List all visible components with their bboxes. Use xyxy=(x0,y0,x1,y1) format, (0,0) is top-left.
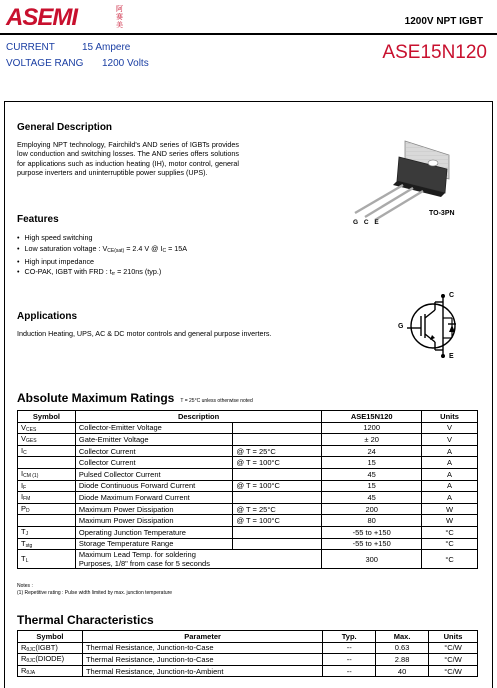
cell-parameter: Thermal Resistance, Junction-to-Ambient xyxy=(82,665,322,677)
cell-description: Collector Current xyxy=(75,445,233,457)
features-list xyxy=(17,233,187,280)
amr-title: Absolute Maximum Ratings T = 25°C unless otherwise noted xyxy=(17,391,253,405)
cell-description: Pulsed Collector Current xyxy=(75,468,233,480)
cell-unit: °C xyxy=(422,538,478,550)
cell-description: Collector-Emitter Voltage xyxy=(75,422,233,434)
cell-symbol: $V_{CES}$ xyxy=(18,422,76,434)
cell-condition: @ T = 100°C xyxy=(233,515,322,527)
cell-condition: @ T = 25°C xyxy=(233,445,322,457)
table-row xyxy=(18,445,478,457)
cell-value: ± 20 xyxy=(322,434,422,446)
cell-description: Diode Continuous Forward Current xyxy=(75,480,233,492)
notes xyxy=(17,583,172,597)
logo-chinese-text: 阿赛美 xyxy=(116,6,123,29)
header-description: Description xyxy=(75,411,321,423)
cell-condition xyxy=(233,492,322,504)
cell-condition: @ T = 100°C xyxy=(233,480,322,492)
notes-title: Notes : xyxy=(17,583,33,589)
cell-condition xyxy=(233,526,322,538)
feature-item: • Low saturation voltage : $V_{CE(sat)} = 2.4$ V @ $I_C = 15A$ xyxy=(17,244,187,257)
cell-unit: °C xyxy=(422,550,478,569)
cell-unit: A xyxy=(422,480,478,492)
cell-unit: W xyxy=(422,515,478,527)
package-name: TO-3PN xyxy=(429,210,455,217)
cell-symbol: $I_F$ xyxy=(18,480,76,492)
cell-description: Gate-Emitter Voltage xyxy=(75,434,233,446)
cell-unit: V xyxy=(422,422,478,434)
cell-typ: -- xyxy=(323,665,376,677)
applications-text: Induction Heating, UPS, AC & DC motor controls and general purpose inverters. xyxy=(17,329,272,338)
table-row xyxy=(18,468,478,480)
cell-value: 15 xyxy=(322,480,422,492)
header-rating: ASE15N120 xyxy=(322,411,422,423)
logo-text: ASEMI xyxy=(6,4,78,31)
cell-symbol xyxy=(18,457,76,469)
cell-value: 80 xyxy=(322,515,422,527)
cell-description: Storage Temperature Range xyxy=(75,538,233,550)
symbol-emitter-label: E xyxy=(449,353,454,360)
cell-condition xyxy=(233,538,322,550)
cell-unit: A xyxy=(422,445,478,457)
features-title: Features xyxy=(17,214,59,225)
table-row xyxy=(18,503,478,515)
cell-description: Operating Junction Temperature xyxy=(75,526,233,538)
cell-value: 45 xyxy=(322,468,422,480)
header-parameter: Parameter xyxy=(82,631,322,643)
cell-symbol: $T_{stg}$ xyxy=(18,538,76,550)
cell-max: 2.88 xyxy=(376,654,429,666)
applications-title: Applications xyxy=(17,311,78,322)
cell-unit: °C/W xyxy=(429,665,478,677)
cell-description: Maximum Power Dissipation xyxy=(75,515,233,527)
general-description-text: Employing NPT technology, Fairchild's AND series of IGBTs provides low conduction and switching losses. The AND series offers solutions for applications such as induction heating (IH), motor control, general purpose inverters and uninterruptible power supplies (UPS). xyxy=(17,140,239,178)
cell-typ: -- xyxy=(323,642,376,654)
feature-item: • High speed switching xyxy=(17,233,187,244)
cell-value: 45 xyxy=(322,492,422,504)
cell-description: Maximum Lead Temp. for soldering Purposes, 1/8" from case for 5 seconds xyxy=(75,550,321,569)
cell-condition xyxy=(233,468,322,480)
general-description-title: General Description xyxy=(17,122,113,133)
cell-symbol: $T_L$ xyxy=(18,550,76,569)
cell-value: 1200 xyxy=(322,422,422,434)
table-row xyxy=(18,654,478,666)
table-row xyxy=(18,665,478,677)
cell-typ: -- xyxy=(323,654,376,666)
cell-description: Maximum Power Dissipation xyxy=(75,503,233,515)
header-symbol: Symbol xyxy=(18,631,83,643)
cell-max: 40 xyxy=(376,665,429,677)
table-row xyxy=(18,515,478,527)
cell-symbol: $I_{FM}$ xyxy=(18,492,76,504)
symbol-gate-label: G xyxy=(398,323,404,330)
cell-max: 0.63 xyxy=(376,642,429,654)
table-row xyxy=(18,550,478,569)
header-typ: Typ. xyxy=(323,631,376,643)
table-row xyxy=(18,434,478,446)
header-max: Max. xyxy=(376,631,429,643)
cell-symbol xyxy=(18,515,76,527)
part-number: ASE15N120 xyxy=(382,42,487,63)
cell-value: 300 xyxy=(322,550,422,569)
cell-description: Collector Current xyxy=(75,457,233,469)
cell-symbol: $R_{\theta JC}(IGBT)$ xyxy=(18,642,83,654)
table-header-row xyxy=(18,631,478,643)
thermal-characteristics-table xyxy=(17,630,478,677)
feature-item: • High input impedance xyxy=(17,257,187,268)
current-value: 15 Ampere xyxy=(82,42,131,53)
cell-symbol: $R_{\theta JC}(DIODE)$ xyxy=(18,654,83,666)
thermal-title: Thermal Characteristics xyxy=(17,613,154,627)
cell-description: Diode Maximum Forward Current xyxy=(75,492,233,504)
cell-unit: W xyxy=(422,503,478,515)
cell-unit: A xyxy=(422,468,478,480)
cell-symbol: $P_D$ xyxy=(18,503,76,515)
notes-line: (1) Repetitive rating : Pulse width limited by max. junction temperature xyxy=(17,590,173,596)
table-header-row xyxy=(18,411,478,423)
cell-condition: @ T = 25°C xyxy=(233,503,322,515)
header-units: Units xyxy=(422,411,478,423)
cell-condition xyxy=(233,422,322,434)
cell-unit: °C/W xyxy=(429,642,478,654)
cell-symbol: $R_{\theta JA}$ xyxy=(18,665,83,677)
feature-item: • CO-PAK, IGBT with FRD : $t_{rr} = 210ns$ (typ.) xyxy=(17,267,187,280)
cell-parameter: Thermal Resistance, Junction-to-Case xyxy=(82,654,322,666)
cell-symbol: $V_{GES}$ xyxy=(18,434,76,446)
asemi-logo xyxy=(6,4,146,32)
current-label: CURRENT xyxy=(6,42,55,53)
symbol-collector-label: C xyxy=(449,292,455,299)
cell-unit: V xyxy=(422,434,478,446)
header-divider xyxy=(0,33,497,35)
amr-note: T = 25°C unless otherwise noted xyxy=(180,398,253,404)
absolute-maximum-ratings-table xyxy=(17,410,478,569)
header-units: Units xyxy=(429,631,478,643)
cell-unit: °C/W xyxy=(429,654,478,666)
cell-unit: A xyxy=(422,457,478,469)
table-row xyxy=(18,526,478,538)
cell-value: 24 xyxy=(322,445,422,457)
voltage-value: 1200 Volts xyxy=(102,58,149,69)
current-spec xyxy=(6,42,131,53)
table-row xyxy=(18,492,478,504)
cell-value: -55 to +150 xyxy=(322,538,422,550)
cell-condition xyxy=(233,434,322,446)
cell-value: 15 xyxy=(322,457,422,469)
table-row xyxy=(18,422,478,434)
cell-value: -55 to +150 xyxy=(322,526,422,538)
header-symbol: Symbol xyxy=(18,411,76,423)
table-row xyxy=(18,642,478,654)
voltage-spec xyxy=(6,58,149,69)
cell-condition: @ T = 100°C xyxy=(233,457,322,469)
cell-symbol: $T_J$ xyxy=(18,526,76,538)
cell-value: 200 xyxy=(322,503,422,515)
table-row xyxy=(18,480,478,492)
igbt-symbol-icon xyxy=(397,290,467,362)
cell-unit: °C xyxy=(422,526,478,538)
package-pin-labels: G C E xyxy=(353,219,381,226)
voltage-label: VOLTAGE RANG xyxy=(6,58,84,69)
cell-symbol: $I_C$ xyxy=(18,445,76,457)
table-row xyxy=(18,538,478,550)
device-type: 1200V NPT IGBT xyxy=(404,16,483,27)
cell-unit: A xyxy=(422,492,478,504)
cell-symbol: $I_{CM (1)}$ xyxy=(18,468,76,480)
cell-parameter: Thermal Resistance, Junction-to-Case xyxy=(82,642,322,654)
table-row xyxy=(18,457,478,469)
